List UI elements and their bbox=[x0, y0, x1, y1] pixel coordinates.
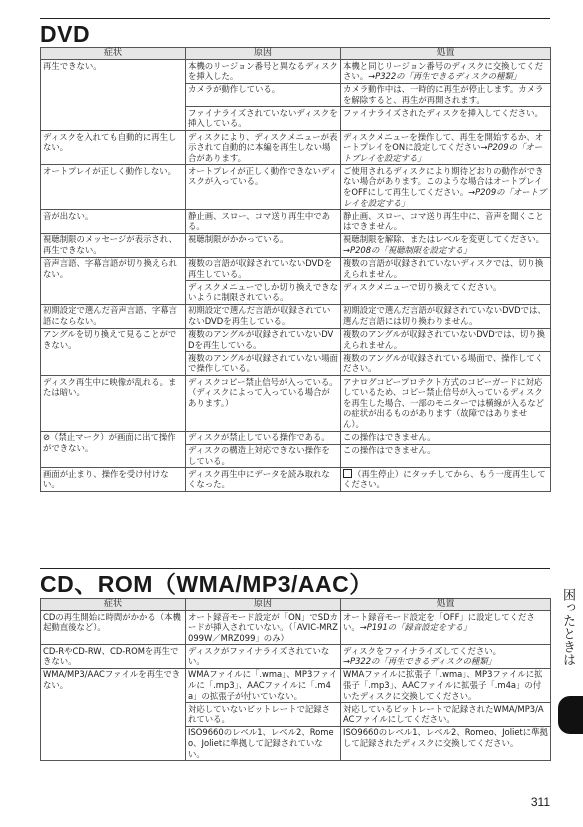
cause-cell: ディスクの構造上対応できない操作をしている。 bbox=[186, 444, 341, 468]
symptom-cell: CDの再生開始に時間がかかる（本機起動直後など）。 bbox=[41, 611, 186, 645]
cd-rom-troubleshooting-table bbox=[40, 598, 551, 761]
table-row bbox=[41, 131, 551, 165]
cause-cell: ディスク再生中にデータを読み取れなくなった。 bbox=[186, 468, 341, 492]
remedy-cell: 複数の言語が収録されていないディスクでは、切り換えられません。 bbox=[341, 257, 551, 281]
table-row bbox=[41, 431, 551, 444]
table-header-row bbox=[41, 599, 551, 611]
cause-cell: ディスクが禁止している操作である。 bbox=[186, 431, 341, 444]
table-row bbox=[41, 645, 551, 669]
dvd-section-title: DVD bbox=[40, 18, 550, 47]
remedy-cell: 複数のアングルが収録されていないDVDでは、切り換えられません。 bbox=[341, 328, 551, 352]
table-row bbox=[41, 60, 551, 84]
cause-cell: オートプレイが正しく動作できないディスクが入っている。 bbox=[186, 165, 341, 210]
remedy-cell: ISO9660のレベル1、レベル2、Romeo、Jolietに準拠して記録されたディスクに交換してください。 bbox=[341, 726, 551, 760]
remedy-cell: ファイナライズされたディスクを挿入してください。 bbox=[341, 107, 551, 131]
page-number: 311 bbox=[530, 795, 550, 809]
remedy-text: オート録音モード設定を「OFF」に設定してください。 bbox=[343, 611, 535, 633]
cause-cell: 静止画、スロー、コマ送り再生中である。 bbox=[186, 210, 341, 234]
remedy-text: ご使用されるディスクにより期待どおりの動作ができない場合があります。このような場合はオートプレイをOFFにして再生してください。 bbox=[343, 165, 544, 198]
remedy-cell bbox=[341, 468, 551, 492]
table-row bbox=[41, 165, 551, 210]
remedy-cell bbox=[341, 60, 551, 84]
page-reference-link: →P209の「オートプレイを設定する」 bbox=[343, 142, 543, 163]
cause-cell: ディスクコピー禁止信号が入っている。（ディスクによって入っている場合があります。） bbox=[186, 376, 341, 431]
symptom-cell: 音が出ない。 bbox=[41, 210, 186, 234]
symptom-cell: アングルを切り換えて見ることができない。 bbox=[41, 328, 186, 375]
header-cause: 原因 bbox=[186, 48, 341, 60]
cause-cell: 視聴制限がかかっている。 bbox=[186, 233, 341, 257]
remedy-text: 視聴制限を解除、またはレベルを変更してください。 bbox=[343, 234, 544, 245]
symptom-cell: 音声言語、字幕言語が切り換えられない。 bbox=[41, 257, 186, 304]
remedy-text: ディスクメニューを操作して、再生を開始するか、オートプレイをONに設定してください bbox=[343, 131, 544, 153]
symptom-cell: オートプレイが正しく動作しない。 bbox=[41, 165, 186, 210]
page-reference-link: →P209の「オートプレイを設定する」 bbox=[343, 187, 547, 208]
remedy-cell: カメラ動作中は、一時的に再生が停止します。カメラを解除すると、再生が再開されます。 bbox=[341, 83, 551, 107]
table-row bbox=[41, 468, 551, 492]
table-row bbox=[41, 668, 551, 702]
remedy-cell: WMAファイルに拡張子「.wma」、MP3ファイルに拡張子「.mp3」、AACファイルに拡張子「.m4a」の付いたディスクに交換してください。 bbox=[341, 668, 551, 702]
cause-cell: ディスクメニューでしか切り換えできないように制限されている。 bbox=[186, 281, 341, 305]
table-header-row bbox=[41, 48, 551, 60]
table-row bbox=[41, 304, 551, 328]
remedy-cell bbox=[341, 233, 551, 257]
page-reference-link: →P208の「視聴制限を設定する」 bbox=[343, 245, 472, 255]
symptom-cell: ⊘（禁止マーク）が画面に出て操作ができない。 bbox=[41, 431, 186, 468]
header-symptom: 症状 bbox=[41, 599, 186, 611]
table-row bbox=[41, 233, 551, 257]
page-reference-link: →P322の「再生できるディスクの種類」 bbox=[368, 71, 522, 82]
remedy-text: （再生停止）にタッチしてから、もう一度再生してください。 bbox=[343, 468, 546, 490]
remedy-cell bbox=[341, 165, 551, 210]
remedy-cell: この操作はできません。 bbox=[341, 431, 551, 444]
symptom-cell: ディスクを入れても自動的に再生しない。 bbox=[41, 131, 186, 165]
cause-cell: カメラが動作している。 bbox=[186, 83, 341, 107]
cause-cell: オート録音モード設定が「ON」でSDカードが挿入されていない。（「AVIC-MRZ099W／MRZ099」のみ） bbox=[186, 611, 341, 645]
page-reference-link: →P191の「録音設定をする」 bbox=[359, 622, 472, 633]
page-reference-link: →P322の「再生できるディスクの種類」 bbox=[343, 656, 497, 667]
table-row bbox=[41, 611, 551, 645]
symptom-cell: WMA/MP3/AACファイルを再生できない。 bbox=[41, 668, 186, 760]
table-row bbox=[41, 257, 551, 281]
remedy-cell: アナログコピープロテクト方式のコピーガードに対応しているため、コピー禁止信号が入っているディスクを再生した場合、一部のモニターでは横線が入るなどの症状が出るものがあります（故障ではありません）。 bbox=[341, 376, 551, 431]
remedy-text: 本機と同じリージョン番号のディスクに交換してください。 bbox=[343, 60, 543, 82]
remedy-cell: 対応しているビットレートで記録されたWMA/MP3/AACファイルにしてください。 bbox=[341, 703, 551, 727]
stop-icon bbox=[343, 469, 352, 478]
symptom-cell: 再生できない。 bbox=[41, 60, 186, 131]
symptom-cell: 視聴制限のメッセージが表示され、再生できない。 bbox=[41, 233, 186, 257]
cause-cell: ディスクにより、ディスクメニューが表示されて自動的に本編を再生しない場合があります。 bbox=[186, 131, 341, 165]
cause-cell: 初期設定で選んだ言語が収録されていないDVDを再生している。 bbox=[186, 304, 341, 328]
remedy-cell: この操作はできません。 bbox=[341, 444, 551, 468]
remedy-cell: 複数のアングルが収録されている場面で、操作してください。 bbox=[341, 352, 551, 376]
remedy-cell: 初期設定で選んだ言語が収録されていないDVDでは、選んだ言語には切り換わりません。 bbox=[341, 304, 551, 328]
side-tab-label: 困ったときは bbox=[560, 588, 575, 666]
symptom-cell: 画面が止まり、操作を受け付けない。 bbox=[41, 468, 186, 492]
table-row bbox=[41, 210, 551, 234]
header-symptom: 症状 bbox=[41, 48, 186, 60]
cause-cell: 複数のアングルが収録されていない場面で操作している。 bbox=[186, 352, 341, 376]
remedy-cell bbox=[341, 611, 551, 645]
symptom-cell: ディスク再生中に映像が乱れる。または暗い。 bbox=[41, 376, 186, 431]
header-remedy: 処置 bbox=[341, 599, 551, 611]
cause-cell: 複数のアングルが収録されていないDVDを再生している。 bbox=[186, 328, 341, 352]
cause-cell: ファイナライズされていないディスクを挿入している。 bbox=[186, 107, 341, 131]
side-tab-marker bbox=[558, 696, 583, 734]
dvd-troubleshooting-table bbox=[40, 47, 551, 492]
header-remedy: 処置 bbox=[341, 48, 551, 60]
cd-rom-section-title: CD、ROM（WMA/MP3/AAC） bbox=[40, 568, 550, 597]
remedy-cell: ディスクメニューで切り換えてください。 bbox=[341, 281, 551, 305]
remedy-cell bbox=[341, 645, 551, 669]
remedy-text: ディスクをファイナライズしてください。 bbox=[343, 645, 501, 656]
remedy-cell bbox=[341, 131, 551, 165]
cause-cell: WMAファイルに「.wma」、MP3ファイルに「.mp3」、AACファイルに「.m4a」の拡張子が付いていない。 bbox=[186, 668, 341, 702]
table-row bbox=[41, 376, 551, 431]
table-row bbox=[41, 328, 551, 352]
cause-cell: 複数の言語が収録されていないDVDを再生している。 bbox=[186, 257, 341, 281]
header-cause: 原因 bbox=[186, 599, 341, 611]
cause-cell: ディスクがファイナライズされていない。 bbox=[186, 645, 341, 669]
cause-cell: 対応していないビットレートで記録されている。 bbox=[186, 703, 341, 727]
cause-cell: ISO9660のレベル1、レベル2、Romeo、Jolietに準拠して記録されていない。 bbox=[186, 726, 341, 760]
symptom-cell: 初期設定で選んだ音声言語、字幕言語にならない。 bbox=[41, 304, 186, 328]
cause-cell: 本機のリージョン番号と異なるディスクを挿入した。 bbox=[186, 60, 341, 84]
symptom-cell: CD-RやCD-RW、CD-ROMを再生できない。 bbox=[41, 645, 186, 669]
remedy-cell: 静止画、スロー、コマ送り再生中に、音声を聞くことはできません。 bbox=[341, 210, 551, 234]
